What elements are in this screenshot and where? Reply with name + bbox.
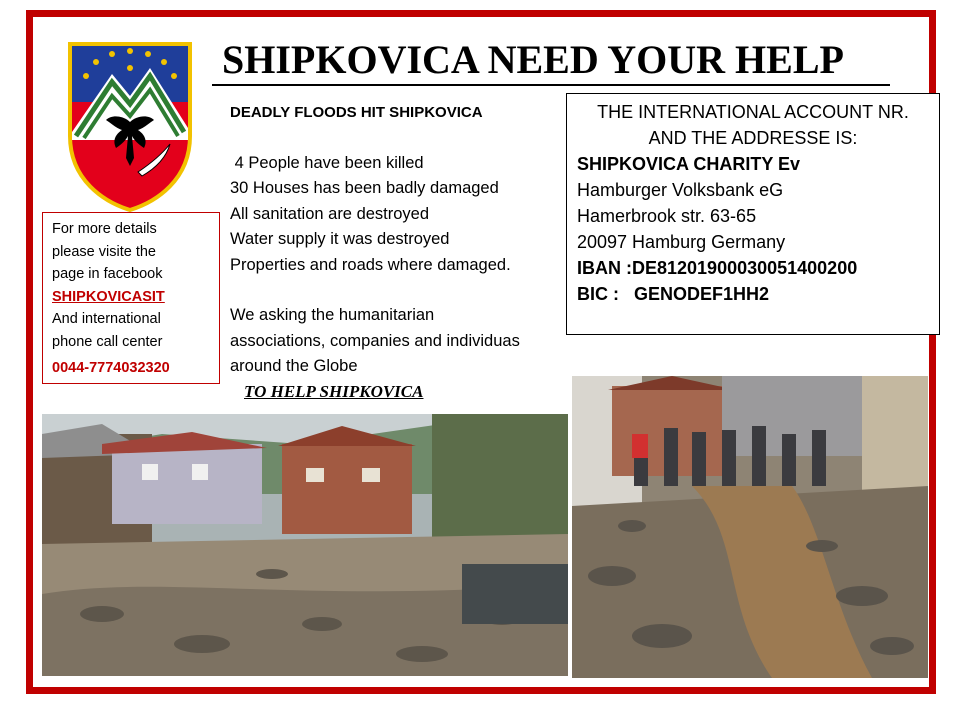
request-line: around the Globe xyxy=(230,357,358,375)
request-line: associations, companies and individuas xyxy=(230,331,520,350)
request-line: We asking the humanitarian xyxy=(230,306,435,324)
call-to-action: TO HELP SHIPKOVICA xyxy=(244,382,424,401)
appeal-text xyxy=(230,100,570,380)
phone-number: 0044-7774032320 xyxy=(52,360,170,376)
facebook-page-link[interactable]: SHIPKOVICASIT xyxy=(52,288,165,305)
charity-name: SHIPKOVICA CHARITY Ev xyxy=(577,154,801,174)
account-heading-line: THE INTERNATIONAL ACCOUNT NR. xyxy=(597,102,909,122)
contact-line: For more details xyxy=(52,221,157,237)
damage-item: 30 Houses has been badly damaged xyxy=(230,179,499,197)
contact-line: phone call center xyxy=(52,333,163,350)
spacer xyxy=(230,278,570,303)
contact-line: And international xyxy=(52,311,161,327)
contact-box xyxy=(42,212,220,384)
damage-item: All sanitation are destroyed xyxy=(230,204,430,223)
appeal-heading: DEADLY FLOODS HIT SHIPKOVICA xyxy=(230,104,483,121)
damage-item: Water supply it was destroyed xyxy=(230,230,450,248)
page-title: SHIPKOVICA NEED YOUR HELP xyxy=(222,37,844,82)
title-underline xyxy=(212,84,890,86)
flood-damaged-street-photo xyxy=(42,414,568,676)
contact-line: page in facebook xyxy=(52,266,163,282)
damage-item: 4 People have been killed xyxy=(230,153,424,172)
bic: BIC : GENODEF1HH2 xyxy=(577,284,770,304)
iban: IBAN :DE81201900030051400200 xyxy=(577,258,858,278)
bank-name: Hamburger Volksbank eG xyxy=(577,180,784,200)
damage-item: Properties and roads where damaged. xyxy=(230,255,511,274)
street-address: Hamerbrook str. 63-65 xyxy=(577,206,757,226)
people-in-flooded-street-photo xyxy=(572,376,928,678)
account-box xyxy=(566,93,940,335)
contact-line: please visite the xyxy=(52,243,156,260)
coat-of-arms-icon xyxy=(66,40,194,212)
city-address: 20097 Hamburg Germany xyxy=(577,232,786,252)
account-heading-line: AND THE ADDRESSE IS: xyxy=(648,128,858,148)
